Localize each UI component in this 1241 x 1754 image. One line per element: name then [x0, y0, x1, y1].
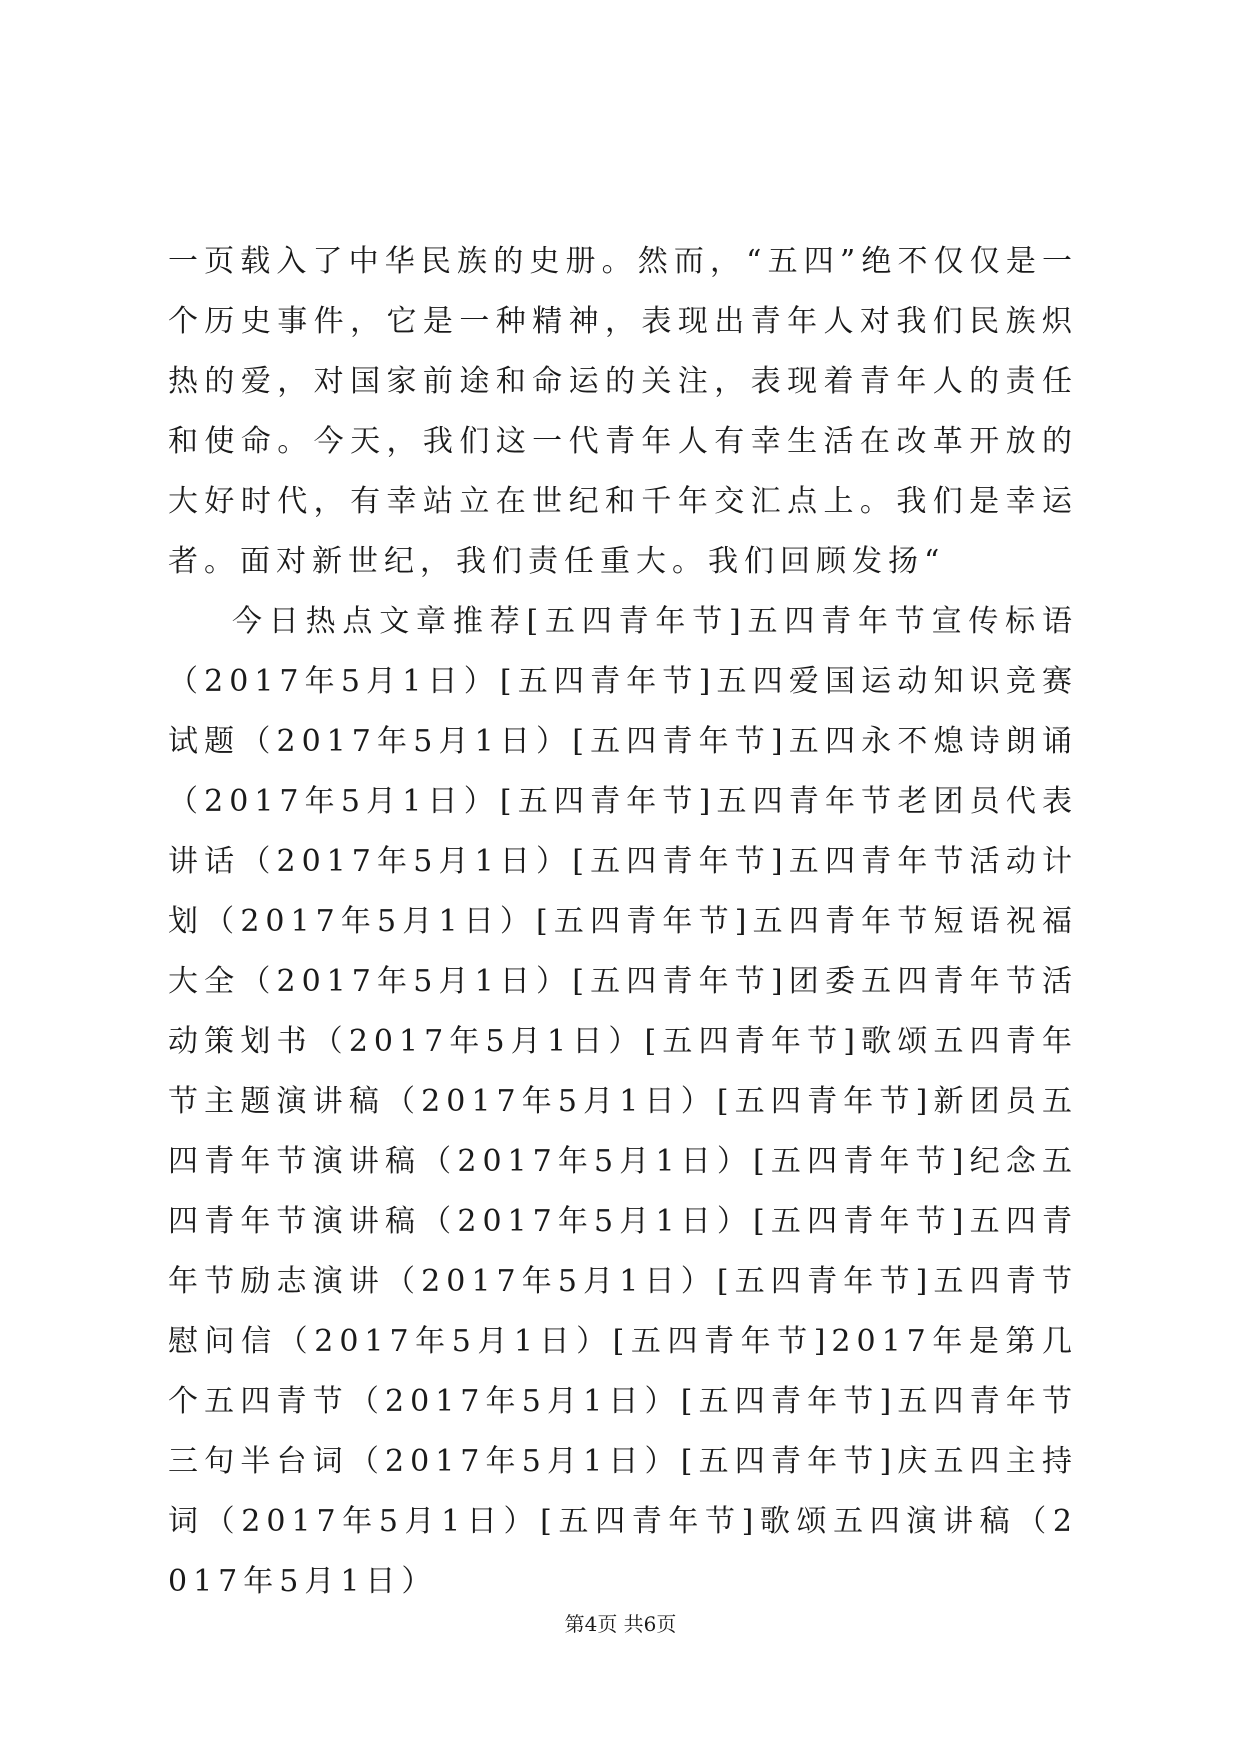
page-number-footer: 第4页 共6页 — [564, 1612, 677, 1636]
document-body — [168, 232, 1078, 1612]
paragraph-continuation: 一页载入了中华民族的史册。然而，“五四”绝不仅仅是一个历史事件，它是一种精神，表现出青年人对我们民族炽热的爱，对国家前途和命运的关注，表现着青年人的责任和使命。今天，我们这一代青年人有幸生活在改革开放的大好时代，有幸站立在世纪和千年交汇点上。我们是幸运者。面对新世纪，我们责任重大。我们回顾发扬“ — [168, 244, 1078, 579]
paragraph-hot-articles: 今日热点文章推荐[五四青年节]五四青年节宣传标语（2017年5月1日）[五四青年节]五四爱国运动知识竞赛试题（2017年5月1日）[五四青年节]五四永不熄诗朗诵（2017年5月1日）[五四青年节]五四青年节老团员代表讲话（2017年5月1日）[五四青年节]五四青年节活动计划（2017年5月1日）[五四青年节]五四青年节短语祝福大全（2017年5月1日）[五四青年节]团委五四青年节活动策划书（2017年5月1日）[五四青年节]歌颂五四青年节主题演讲稿（2017年5月1日）[五四青年节]新团员五四青年节演讲稿（2017年5月1日）[五四青年节]纪念五四青年节演讲稿（2017年5月1日）[五四青年节]五四青年节励志演讲（2017年5月1日）[五四青年节]五四青节慰问信（2017年5月1日）[五四青年节]2017年是第几个五四青节（2017年5月1日）[五四青年节]五四青年节三句半台词（2017年5月1日）[五四青年节]庆五四主持词（2017年5月1日）[五四青年节]歌颂五四演讲稿（2017年5月1日） — [168, 604, 1078, 1599]
